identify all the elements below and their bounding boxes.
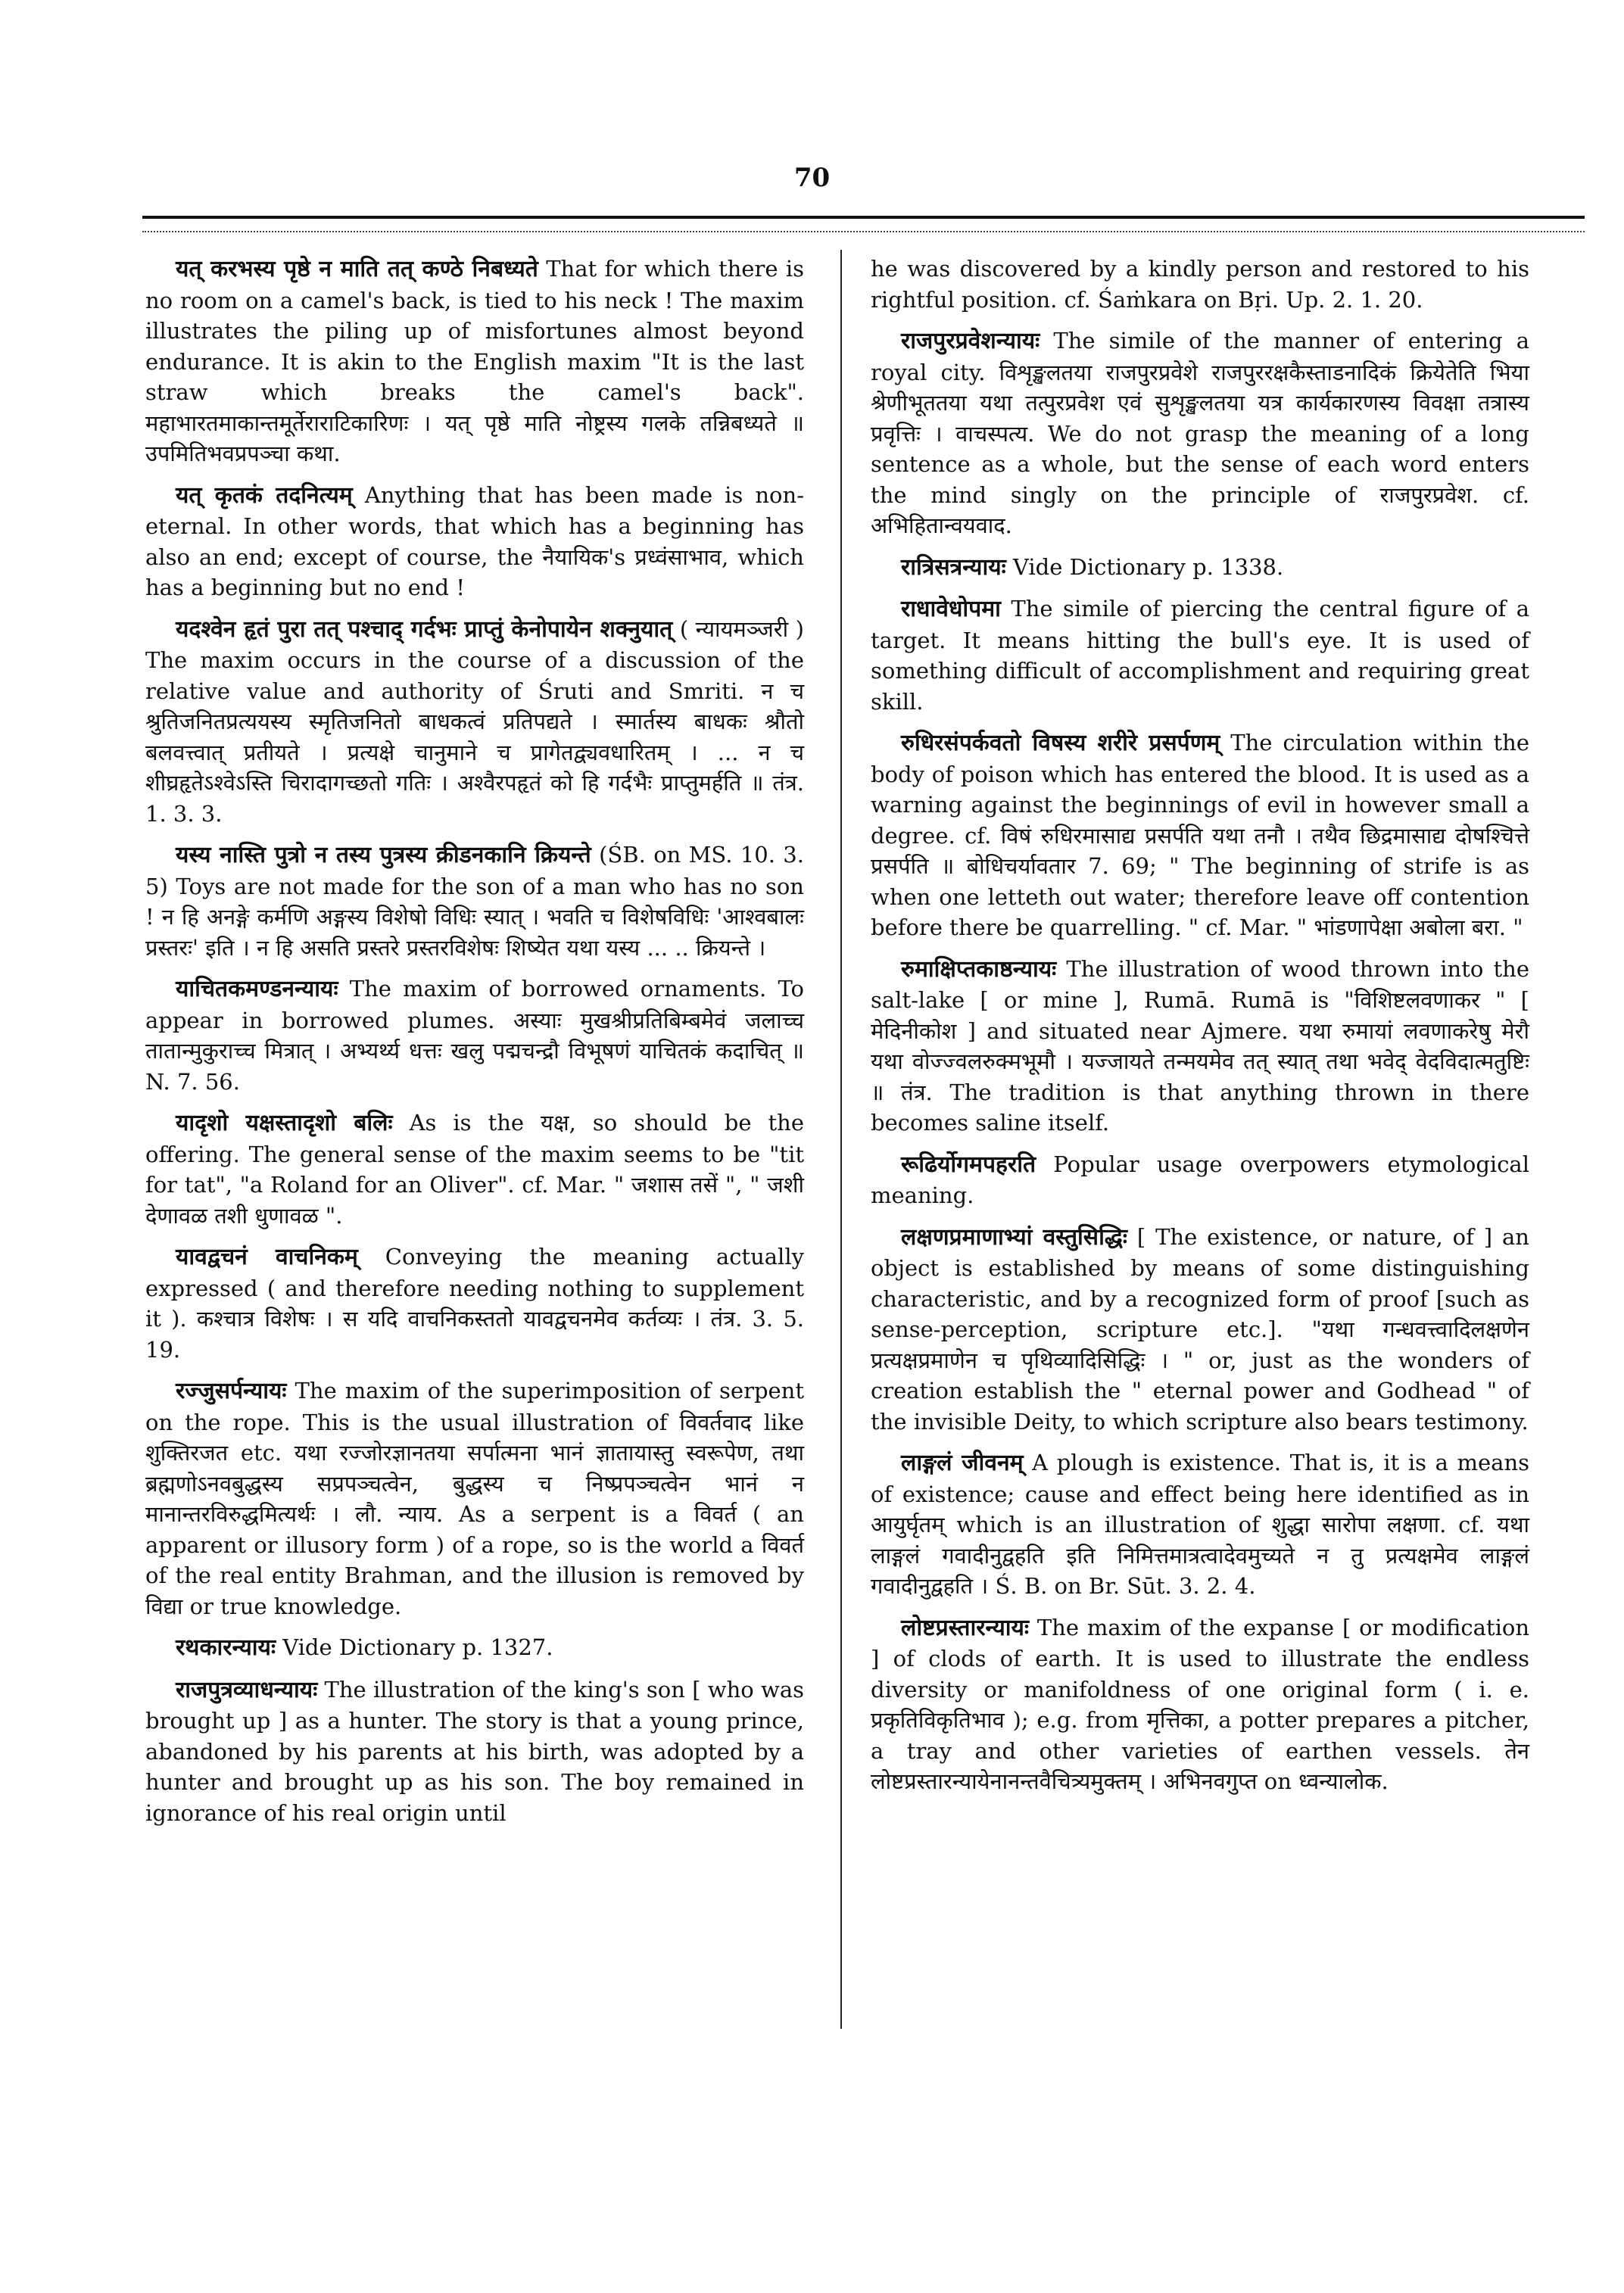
entry-body: Vide Dictionary p. 1327.	[276, 1634, 553, 1660]
entry-body: The simile of the manner of entering a royal city. विशृङ्खलतया राजपुरप्रवेशे राजपुररक्षकैस्ताडनादिकं क्रियेतेति भिया श्रेणीभूततया यथा तत्पुरप्रवेश एवं सुशृङ्खलतया यत्र कार्यकारणस्य विवक्षा तत्रास्य प्रवृत्तिः । वाचस्पत्य. We do not grasp the meaning of a long sentence as a whole, but the sense of each word enters the mind singly on the principle of राजपुरप्रवेश. cf. अभिहितान्वयवाद.	[871, 328, 1529, 538]
entry-body: he was discovered by a kindly person and restored to his rightful position. cf. Śaṁkara on Bṛi. Up. 2. 1. 20.	[871, 256, 1529, 313]
dictionary-entry	[871, 254, 1529, 315]
entry-body: Anything that has been made is non-eternal. In other words, that which has a beginning has also an end; except of course, the नैयायिक's प्रध्वंसाभाव, which has a beginning but no end !	[145, 481, 804, 600]
dictionary-entry	[145, 254, 804, 469]
dictionary-entry	[871, 954, 1529, 1139]
entry-body: The maxim of the expanse [ or modification ] of clods of earth. It is used to illustrate the endless diversity or manifoldness of one original form ( i. e. प्रकृतिविकृतिभाव ); e.g. from मृत्तिका, a potter prepares a pitcher, a tray and other varieties of earthen vessels. तेन लोष्टप्रस्तारन्यायेनानन्तवैचित्र्यमुक्तम् । अभिनवगुप्त on ध्वन्यालोक.	[871, 1614, 1529, 1794]
column-divider	[840, 250, 842, 2029]
entry-headword: रात्रिसत्रन्यायः	[901, 553, 1006, 581]
entry-headword: यादृशो यक्षस्तादृशो बलिः	[176, 1110, 393, 1136]
dictionary-entry	[871, 326, 1529, 541]
entry-body: The maxim of borrowed ornaments. To appear in borrowed plumes. अस्याः मुखश्रीप्रतिबिम्बमेवं जलाच्च तातान्मुकुराच्च मित्रात् । अभ्यर्थ्य धत्तः खलु पद्मचन्द्रौ विभूषणं याचितकं कदाचित् ॥ N. 7. 56.	[145, 976, 804, 1095]
dictionary-entry	[871, 1149, 1529, 1211]
entry-headword: लाङ्गलं जीवनम्	[901, 1450, 1024, 1476]
dictionary-entry	[145, 840, 804, 963]
dictionary-entry	[871, 1612, 1529, 1797]
entry-body: A plough is existence. That is, it is a means of existence; cause and effect being here identified as in आयुर्घृतम् which is an illustration of शुद्धा सारोपा लक्षणा. cf. यथा लाङ्गलं गवादीनुद्वहति इति निमित्तमात्रत्वादेवमुच्यते न तु प्रत्यक्षमेव लाङ्गलं गवादीनुद्वहति । Ś. B. on Br. Sūt. 3. 2. 4.	[871, 1450, 1529, 1599]
dictionary-entry	[871, 552, 1529, 584]
entry-headword: रथकारन्यायः	[176, 1634, 276, 1661]
entry-headword: लोष्टप्रस्तारन्यायः	[901, 1614, 1029, 1641]
header-rule	[142, 216, 1585, 219]
entry-body: The simile of piercing the central figure of a target. It means hitting the bull's eye. It is used of something difficult of accomplishment and requiring great skill.	[871, 596, 1529, 715]
entry-headword: यस्य नास्ति पुत्रो न तस्य पुत्रस्य क्रीडनकानि क्रियन्ते	[176, 842, 591, 868]
entry-body: Conveying the meaning actually expressed ( and therefore needing nothing to supplement it ). कश्चात्र विशेषः । स यदि वाचनिकस्ततो यावद्वचनमेव कर्तव्यः । तंत्र. 3. 5. 19.	[145, 1244, 804, 1363]
entry-body: The maxim of the superimposition of serpent on the rope. This is the usual illustration of विवर्तवाद like शुक्तिरजत etc. यथा रज्जोरज्ञानतया सर्पात्मना भानं ज्ञातायास्तु स्वरूपेण, तथा ब्रह्मणोऽनवबुद्धस्य सप्रपञ्चत्वेन, बुद्धस्य च निष्प्रपञ्चत्वेन भानं न मानान्तरविरुद्धमित्यर्थः । लौ. न्याय. As a serpent is a विवर्त ( an apparent or illusory form ) of a rope, so is the world a विवर्त of the real entity Brahman, and the illusion is removed by विद्या or true knowledge.	[145, 1378, 804, 1619]
dictionary-entry	[871, 594, 1529, 717]
entry-body: The illustration of wood thrown into the salt-lake [ or mine ], Rumā. Rumā is "विशिष्टलवणाकर " [ मेदिनीकोश ] and situated near Ajmere. यथा रुमायां लवणाकरेषु मेरौ यथा वोज्ज्वलरुक्मभूमौ । यज्जायते तन्मयमेव तत् स्यात् तथा भवेद् वेदविदात्मतुष्टिः ॥ तंत्र. The tradition is that anything thrown in there becomes saline itself.	[871, 955, 1529, 1136]
entry-headword: राजपुरप्रवेशन्यायः	[901, 328, 1040, 354]
entry-headword: रुमाक्षिप्तकाष्ठन्यायः	[901, 955, 1057, 983]
entry-headword: यत् कृतकं तदनित्यम्	[176, 481, 353, 509]
entry-body: The illustration of the king's son [ who was brought up ] as a hunter. The story is that a young prince, abandoned by his parents at his birth, was adopted by a hunter and brought up as his son. The boy remained in ignorance of his real origin until	[145, 1676, 804, 1826]
entry-body: Popular usage overpowers etymological meaning.	[871, 1151, 1529, 1208]
dictionary-entry	[145, 1632, 804, 1664]
entry-headword: रूढिर्योगमपहरति	[901, 1151, 1036, 1178]
dictionary-entry	[145, 1108, 804, 1231]
entry-body: (ŚB. on MS. 10. 3. 5) Toys are not made for the son of a man who has no son ! न हि अनङ्गे कर्मणि अङ्गस्य विशेषो विधिः स्यात् । भवति च विशेषविधिः 'आश्वबालः प्रस्तरः' इति । न हि असति प्रस्तरे प्रस्तरविशेषः शिष्येत यथा यस्य ... .. क्रियन्ते ।	[145, 842, 804, 961]
dictionary-entry	[145, 1375, 804, 1622]
entry-headword: यदश्वेन हृतं पुरा तत् पश्चाद् गर्दभः प्राप्तुं केनोपायेन शक्नुयात्	[176, 615, 673, 643]
dictionary-entry	[871, 1222, 1529, 1438]
entry-body: [ The existence, or nature, of ] an object is established by means of some distinguishing characteristic, and by a recognized form of proof [such as sense-perception, scripture etc.]. "यथा गन्धवत्त्वादिलक्षणेन प्रत्यक्षप्रमाणेन च पृथिव्यादिसिद्धिः । " or, just as the wonders of creation establish the " eternal power and Godhead " of the invisible Deity, to which scripture also bears testimony.	[871, 1223, 1529, 1435]
dictionary-entry	[871, 1447, 1529, 1602]
page-number: 70	[793, 163, 831, 193]
entry-body: Vide Dictionary p. 1338.	[1005, 553, 1284, 580]
dictionary-entry	[145, 480, 804, 603]
entry-body: ( न्यायमञ्जरी ) The maxim occurs in the course of a discussion of the relative value and authority of Śruti and Smriti. न च श्रुतिजनितप्रत्ययस्य स्मृतिजनितो बाधकत्वं प्रतिपद्यते । स्मार्तस्य बाधकः श्रौतो बलवत्त्वात् प्रतीयते । प्रत्यक्षे चानुमाने च प्रागेतद्व्यवधारितम् । ... न च शीघ्रहृतेऽश्वेऽस्ति चिरादागच्छतो गतिः । अश्वैरपहृतं को हि गर्दभैः प्राप्तुमर्हति ॥ तंत्र. 1. 3. 3.	[145, 615, 804, 827]
entry-headword: यत् करभस्य पृष्ठे न माति तत् कण्ठे निबध्यते	[176, 256, 538, 282]
entry-body: That for which there is no room on a camel's back, is tied to his neck ! The maxim illustrates the piling up of misfortunes almost beyond endurance. It is akin to the English maxim "It is the last straw which breaks the camel's back". महाभारतमाकान्तमूर्तेराराटिकारिणः । यत् पृष्ठे माति नोष्ट्रस्य गलके तन्निबध्यते ॥ उपमितिभवप्रपञ्चा कथा.	[145, 256, 804, 466]
dictionary-entry	[145, 974, 804, 1097]
entry-headword: राजपुत्रव्याधन्यायः	[176, 1676, 318, 1703]
header-dotted-rule	[142, 231, 1585, 232]
dictionary-entry	[871, 727, 1529, 943]
right-column	[871, 254, 1529, 1808]
left-column	[145, 254, 804, 1839]
dictionary-entry	[145, 1675, 804, 1829]
entry-body: The circulation within the body of poison which has entered the blood. It is used as a warning against the beginnings of evil in however small a degree. cf. विषं रुधिरमासाद्य प्रसर्पति यथा तनौ । तथैव छिद्रमासाद्य दोषश्चित्ते प्रसर्पति ॥ बोधिचर्यावतार 7. 69; " The beginning of strife is as when one letteth out water; therefore leave off contention before there be quarrelling. " cf. Mar. " भांडणापेक्षा अबोला बरा. "	[871, 730, 1530, 940]
dictionary-entry	[145, 1242, 804, 1365]
entry-body: As is the यक्ष, so should be the offering. The general sense of the maxim seems to be "tit for tat", "a Roland for an Oliver". cf. Mar. " जशास तसें ", " जशी देणावळ तशी धुणावळ ".	[145, 1110, 804, 1229]
entry-headword: यावद्वचनं वाचनिकम्	[176, 1244, 358, 1270]
entry-headword: राधावेधोपमा	[901, 596, 1001, 622]
entry-headword: रुधिरसंपर्कवतो विषस्य शरीरे प्रसर्पणम्	[901, 730, 1220, 756]
dictionary-entry	[145, 614, 804, 830]
entry-headword: याचितकमण्डनन्यायः	[176, 976, 338, 1002]
entry-headword: लक्षणप्रमाणाभ्यां वस्तुसिद्धिः	[901, 1223, 1127, 1251]
entry-headword: रज्जुसर्पन्यायः	[176, 1378, 287, 1404]
